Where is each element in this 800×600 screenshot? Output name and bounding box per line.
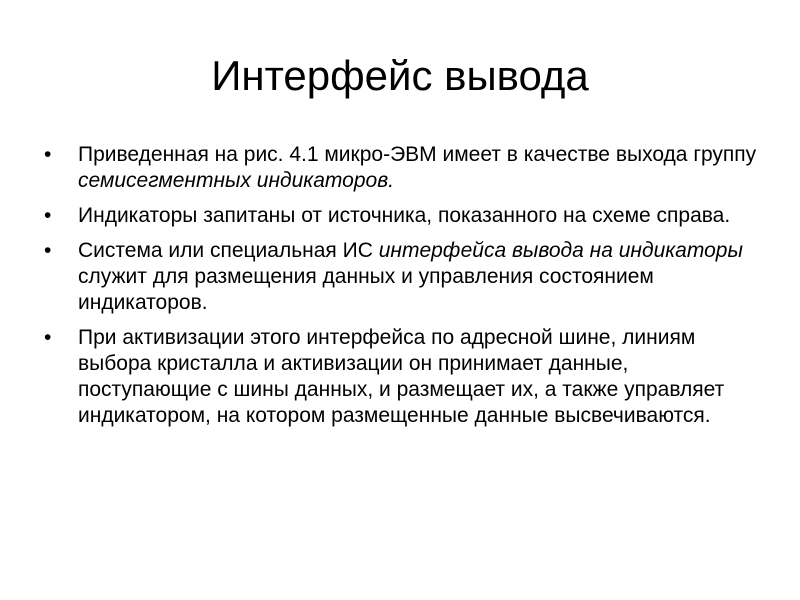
bullet-icon: • (44, 204, 52, 227)
bullet-text: При активизации этого интерфейса по адресной шине, линиям выбора кристалла и активизации он принимает данные, поступающие с шины данных, и размещает их, а также управляет индикатором, на котором размещенные данные высвечиваются. (78, 326, 725, 427)
bullet-list (40, 142, 760, 438)
bullet-item (40, 142, 760, 194)
bullet-item (40, 238, 760, 316)
bullet-item (40, 325, 760, 429)
bullet-italic-text: семисегментных индикаторов. (78, 169, 394, 192)
bullet-icon: • (44, 143, 52, 166)
bullet-icon: • (44, 239, 52, 262)
bullet-item (40, 203, 760, 229)
bullet-text: Система или специальная ИС (78, 239, 379, 262)
bullet-text: Индикаторы запитаны от источника, показанного на схеме справа. (78, 204, 731, 227)
bullet-text: служит для размещения данных и управления состоянием индикаторов. (78, 265, 654, 314)
slide-title: Интерфейс вывода (211, 52, 589, 99)
bullet-text: Приведенная на рис. 4.1 микро-ЭВМ имеет в качестве выхода группу (78, 143, 757, 166)
bullet-icon: • (44, 326, 52, 349)
bullet-italic-text: интерфейса вывода на индикаторы (378, 239, 743, 262)
